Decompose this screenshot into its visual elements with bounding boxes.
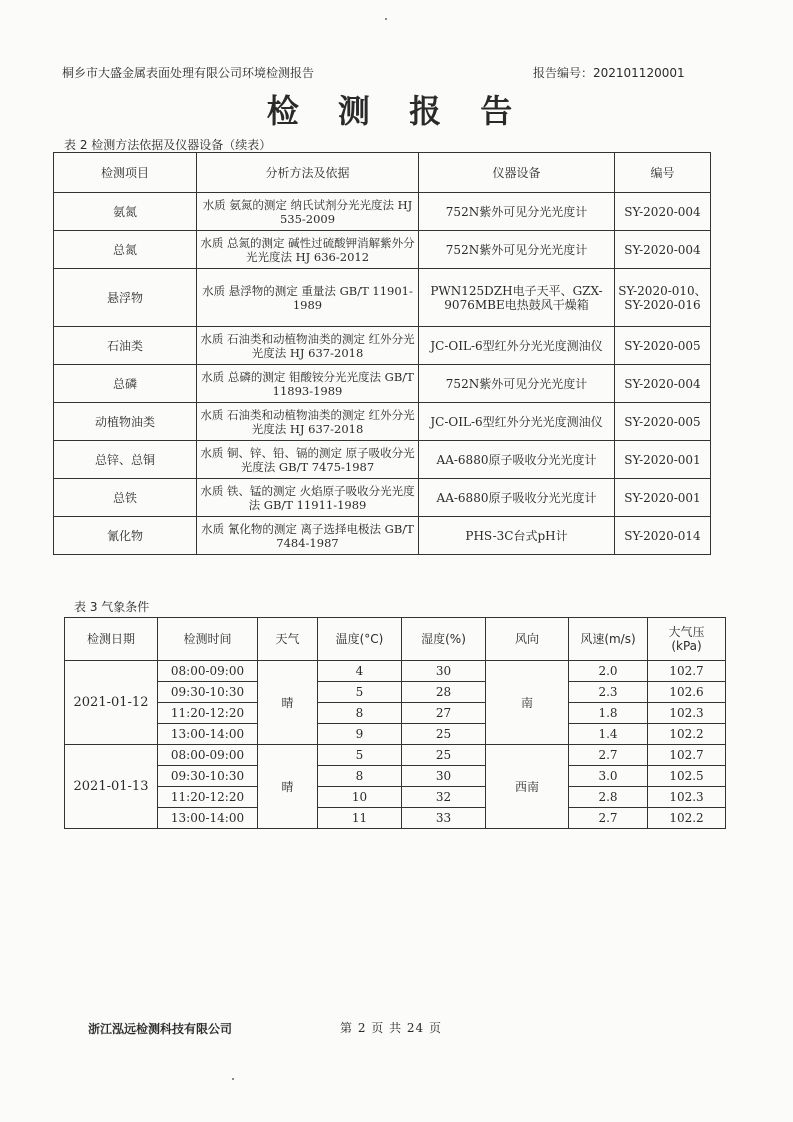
humidity-cell: 30 [402, 766, 486, 787]
method-cell: 水质 氰化物的测定 离子选择电极法 GB/T 7484-1987 [197, 517, 419, 555]
temperature-cell: 5 [318, 745, 402, 766]
table2-caption: 表 2 检测方法依据及仪器设备（续表） [64, 138, 272, 152]
pressure-cell: 102.3 [648, 703, 726, 724]
time-cell: 13:00-14:00 [158, 724, 258, 745]
table-row [54, 193, 711, 231]
column-header-weather: 天气 [258, 618, 318, 661]
instrument-cell: 752N紫外可见分光光度计 [419, 365, 615, 403]
temperature-cell: 8 [318, 766, 402, 787]
item-cell: 动植物油类 [54, 403, 197, 441]
item-cell: 总磷 [54, 365, 197, 403]
wind-direction-cell: 西南 [486, 745, 569, 829]
pressure-label: 大气压 [668, 625, 705, 639]
report-number: 报告编号：202101120001 [533, 66, 685, 80]
column-header-item: 检测项目 [54, 153, 197, 193]
weather-cell: 晴 [258, 661, 318, 745]
table-row [65, 808, 726, 829]
method-cell: 水质 铜、锌、铅、镉的测定 原子吸收分光光度法 GB/T 7475-1987 [197, 441, 419, 479]
footer-company: 浙江泓远检测科技有限公司 [88, 1022, 233, 1036]
method-cell: 水质 石油类和动植物油类的测定 红外分光光度法 HJ 637-2018 [197, 327, 419, 365]
column-header-instrument: 仪器设备 [419, 153, 615, 193]
table-row [54, 441, 711, 479]
time-cell: 09:30-10:30 [158, 682, 258, 703]
item-cell: 总锌、总铜 [54, 441, 197, 479]
table-row [65, 745, 726, 766]
code-cell: SY-2020-004 [615, 231, 711, 269]
humidity-cell: 25 [402, 745, 486, 766]
wind-speed-cell: 2.3 [569, 682, 648, 703]
time-cell: 11:20-12:20 [158, 703, 258, 724]
table3-header-row [65, 618, 726, 661]
code-cell: SY-2020-005 [615, 403, 711, 441]
instrument-cell: 752N紫外可见分光光度计 [419, 193, 615, 231]
date-cell: 2021-01-13 [65, 745, 158, 829]
pressure-cell: 102.2 [648, 724, 726, 745]
table-row [54, 479, 711, 517]
table-row [65, 787, 726, 808]
instrument-cell: JC-OIL-6型红外分光光度测油仪 [419, 403, 615, 441]
temperature-cell: 11 [318, 808, 402, 829]
time-cell: 09:30-10:30 [158, 766, 258, 787]
wind-speed-cell: 3.0 [569, 766, 648, 787]
method-cell: 水质 总磷的测定 钼酸铵分光光度法 GB/T 11893-1989 [197, 365, 419, 403]
item-cell: 总氮 [54, 231, 197, 269]
code-cell: SY-2020-005 [615, 327, 711, 365]
pressure-cell: 102.6 [648, 682, 726, 703]
page-number: 第 2 页 共 24 页 [340, 1021, 442, 1035]
item-cell: 氨氮 [54, 193, 197, 231]
humidity-cell: 30 [402, 661, 486, 682]
pressure-cell: 102.2 [648, 808, 726, 829]
table-row [54, 269, 711, 327]
column-header-wind-speed: 风速(m/s) [569, 618, 648, 661]
method-instrument-table [53, 152, 711, 555]
table-row [65, 724, 726, 745]
code-cell: SY-2020-004 [615, 193, 711, 231]
table-row [54, 403, 711, 441]
table-row [65, 766, 726, 787]
temperature-cell: 4 [318, 661, 402, 682]
wind-speed-cell: 1.8 [569, 703, 648, 724]
instrument-cell: PHS-3C台式pH计 [419, 517, 615, 555]
wind-speed-cell: 2.7 [569, 808, 648, 829]
wind-speed-cell: 1.4 [569, 724, 648, 745]
scan-speck [385, 18, 387, 20]
instrument-cell: AA-6880原子吸收分光光度计 [419, 479, 615, 517]
page-title: 检 测 报 告 [266, 92, 527, 130]
table-row [65, 682, 726, 703]
item-cell: 氰化物 [54, 517, 197, 555]
pressure-cell: 102.7 [648, 745, 726, 766]
humidity-cell: 27 [402, 703, 486, 724]
wind-speed-cell: 2.7 [569, 745, 648, 766]
humidity-cell: 33 [402, 808, 486, 829]
report-company-header: 桐乡市大盛金属表面处理有限公司环境检测报告 [62, 66, 315, 80]
code-cell: SY-2020-001 [615, 441, 711, 479]
table-row [54, 231, 711, 269]
humidity-cell: 28 [402, 682, 486, 703]
temperature-cell: 10 [318, 787, 402, 808]
wind-speed-cell: 2.8 [569, 787, 648, 808]
pressure-cell: 102.5 [648, 766, 726, 787]
method-cell: 水质 铁、锰的测定 火焰原子吸收分光光度法 GB/T 11911-1989 [197, 479, 419, 517]
table-row [65, 703, 726, 724]
code-cell: SY-2020-001 [615, 479, 711, 517]
instrument-cell: AA-6880原子吸收分光光度计 [419, 441, 615, 479]
column-header-humidity: 湿度(%) [402, 618, 486, 661]
instrument-cell: PWN125DZH电子天平、GZX-9076MBE电热鼓风干燥箱 [419, 269, 615, 327]
column-header-code: 编号 [615, 153, 711, 193]
pressure-cell: 102.3 [648, 787, 726, 808]
table2-header-row [54, 153, 711, 193]
humidity-cell: 25 [402, 724, 486, 745]
table-row [54, 365, 711, 403]
instrument-cell: 752N紫外可见分光光度计 [419, 231, 615, 269]
temperature-cell: 9 [318, 724, 402, 745]
table-row [54, 327, 711, 365]
time-cell: 13:00-14:00 [158, 808, 258, 829]
item-cell: 悬浮物 [54, 269, 197, 327]
method-cell: 水质 石油类和动植物油类的测定 红外分光光度法 HJ 637-2018 [197, 403, 419, 441]
time-cell: 08:00-09:00 [158, 745, 258, 766]
column-header-pressure [648, 618, 726, 661]
item-cell: 总铁 [54, 479, 197, 517]
table3-caption: 表 3 气象条件 [74, 600, 150, 614]
temperature-cell: 8 [318, 703, 402, 724]
pressure-cell: 102.7 [648, 661, 726, 682]
column-header-method: 分析方法及依据 [197, 153, 419, 193]
wind-speed-cell: 2.0 [569, 661, 648, 682]
item-cell: 石油类 [54, 327, 197, 365]
scan-speck [232, 1078, 234, 1080]
method-cell: 水质 悬浮物的测定 重量法 GB/T 11901-1989 [197, 269, 419, 327]
method-cell: 水质 总氮的测定 碱性过硫酸钾消解紫外分光光度法 HJ 636-2012 [197, 231, 419, 269]
pressure-unit: (kPa) [671, 639, 702, 653]
wind-direction-cell: 南 [486, 661, 569, 745]
weather-cell: 晴 [258, 745, 318, 829]
column-header-date: 检测日期 [65, 618, 158, 661]
table-row [54, 517, 711, 555]
column-header-wind-direction: 风向 [486, 618, 569, 661]
column-header-temperature: 温度(°C) [318, 618, 402, 661]
time-cell: 08:00-09:00 [158, 661, 258, 682]
code-cell: SY-2020-014 [615, 517, 711, 555]
temperature-cell: 5 [318, 682, 402, 703]
instrument-cell: JC-OIL-6型红外分光光度测油仪 [419, 327, 615, 365]
humidity-cell: 32 [402, 787, 486, 808]
code-cell: SY-2020-004 [615, 365, 711, 403]
method-cell: 水质 氨氮的测定 纳氏试剂分光光度法 HJ 535-2009 [197, 193, 419, 231]
code-cell: SY-2020-010、SY-2020-016 [615, 269, 711, 327]
time-cell: 11:20-12:20 [158, 787, 258, 808]
weather-conditions-table [64, 617, 726, 829]
table-row [65, 661, 726, 682]
column-header-time: 检测时间 [158, 618, 258, 661]
date-cell: 2021-01-12 [65, 661, 158, 745]
